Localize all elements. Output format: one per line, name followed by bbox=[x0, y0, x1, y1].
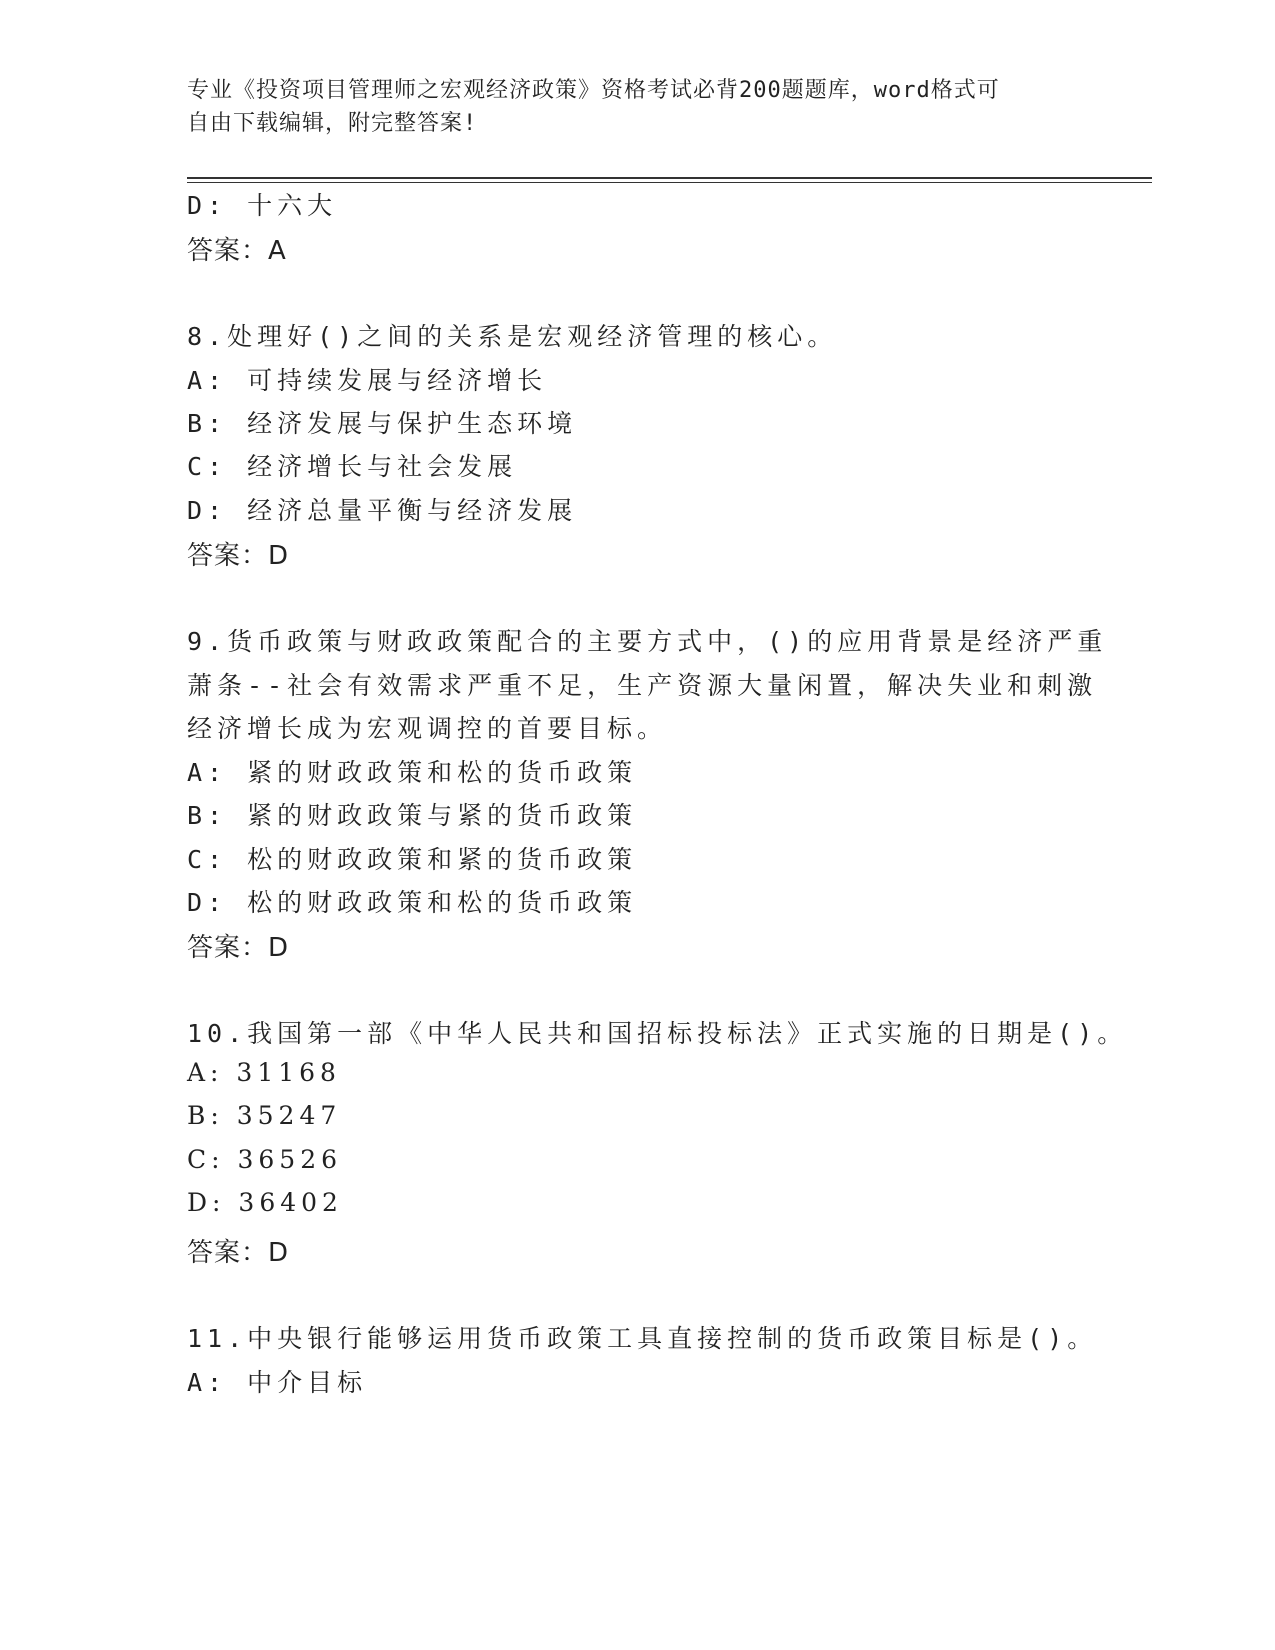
question-10-option-a: A: 31168 bbox=[187, 1058, 341, 1087]
header-divider-thin bbox=[187, 182, 1152, 183]
header-title-line-1: 专业《投资项目管理师之宏观经济政策》资格考试必背200题题库，word格式可 bbox=[187, 78, 1000, 103]
question-10-answer: 答案：D bbox=[187, 1238, 290, 1268]
question-8-stem: 8.处理好()之间的关系是宏观经济管理的核心。 bbox=[187, 322, 838, 351]
document-header bbox=[187, 74, 1067, 140]
question-8-answer: 答案：D bbox=[187, 541, 290, 571]
question-9-option-d: D: 松的财政政策和松的货币政策 bbox=[187, 888, 638, 917]
question-8-option-b: B: 经济发展与保护生态环境 bbox=[187, 409, 578, 438]
question-9-option-b: B: 紧的财政政策与紧的货币政策 bbox=[187, 801, 638, 830]
question-10-option-d: D: 36402 bbox=[187, 1188, 343, 1217]
question-9-stem-line-1: 9.货币政策与财政政策配合的主要方式中，()的应用背景是经济严重 bbox=[187, 627, 1108, 656]
question-8-option-d: D: 经济总量平衡与经济发展 bbox=[187, 496, 578, 525]
prev-answer: 答案：A bbox=[187, 236, 287, 266]
header-title-line-2: 自由下载编辑，附完整答案! bbox=[187, 111, 478, 136]
question-9-answer: 答案：D bbox=[187, 933, 290, 963]
question-8-option-a: A: 可持续发展与经济增长 bbox=[187, 366, 548, 395]
question-10-option-b: B: 35247 bbox=[187, 1101, 342, 1130]
question-10-option-c: C: 36526 bbox=[187, 1145, 343, 1174]
question-9-stem-line-2: 萧条--社会有效需求严重不足，生产资源大量闲置，解决失业和刺激 bbox=[187, 671, 1098, 700]
question-8-option-c: C: 经济增长与社会发展 bbox=[187, 452, 518, 481]
header-divider-thick bbox=[187, 177, 1152, 179]
question-9-stem-line-3: 经济增长成为宏观调控的首要目标。 bbox=[187, 714, 668, 743]
question-11-option-a: A: 中介目标 bbox=[187, 1368, 368, 1397]
question-9-option-c: C: 松的财政政策和紧的货币政策 bbox=[187, 845, 638, 874]
question-9-option-a: A: 紧的财政政策和松的货币政策 bbox=[187, 758, 638, 787]
question-10-stem: 10.我国第一部《中华人民共和国招标投标法》正式实施的日期是()。 bbox=[187, 1019, 1128, 1048]
question-11-stem: 11.中央银行能够运用货币政策工具直接控制的货币政策目标是()。 bbox=[187, 1324, 1098, 1353]
prev-option-d: D: 十六大 bbox=[187, 191, 338, 220]
